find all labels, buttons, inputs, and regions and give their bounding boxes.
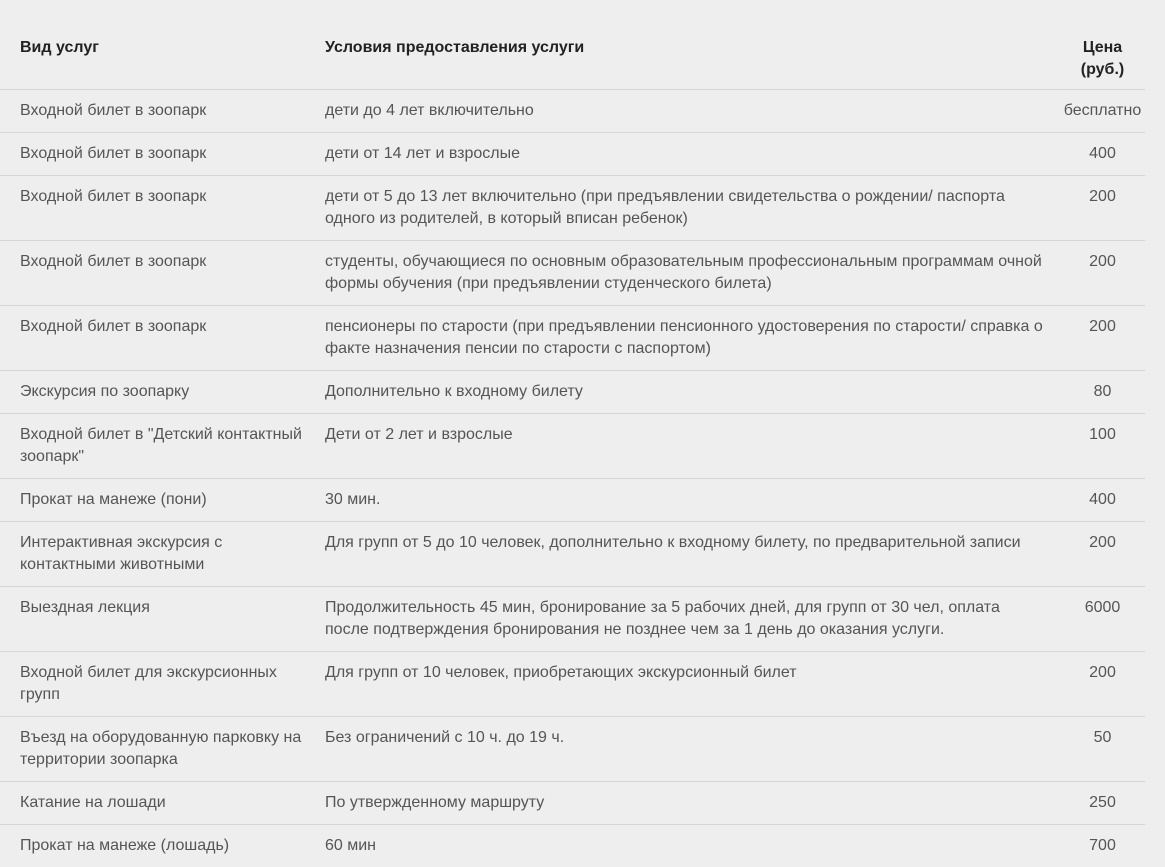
service-cell: Входной билет в зоопарк — [0, 133, 325, 176]
service-cell: Входной билет в зоопарк — [0, 176, 325, 241]
table-row — [0, 825, 1145, 867]
service-cell: Выездная лекция — [0, 587, 325, 652]
table-row — [0, 782, 1145, 825]
table-row — [0, 306, 1145, 371]
conditions-cell: По утвержденному маршруту — [325, 782, 1060, 825]
table-row — [0, 479, 1145, 522]
header-conditions: Условия предоставления услуги — [325, 0, 1060, 90]
service-cell: Входной билет в зоопарк — [0, 90, 325, 133]
service-cell: Входной билет для экскурсионных групп — [0, 652, 325, 717]
price-cell: 200 — [1060, 176, 1145, 241]
price-cell: 100 — [1060, 414, 1145, 479]
table-row — [0, 522, 1145, 587]
table-row — [0, 371, 1145, 414]
conditions-cell: Для групп от 10 человек, приобретающих экскурсионный билет — [325, 652, 1060, 717]
table-row — [0, 717, 1145, 782]
conditions-cell: студенты, обучающиеся по основным образовательным профессиональным программам очной формы обучения (при предъявлении студенческого билета) — [325, 241, 1060, 306]
table-row — [0, 176, 1145, 241]
service-cell: Входной билет в зоопарк — [0, 241, 325, 306]
table-row — [0, 587, 1145, 652]
price-cell: 6000 — [1060, 587, 1145, 652]
price-cell: 200 — [1060, 522, 1145, 587]
table-row — [0, 133, 1145, 176]
conditions-cell: Продолжительность 45 мин, бронирование за 5 рабочих дней, для групп от 30 чел, оплата после подтверждения бронирования не позднее чем за 1 день до оказания услуги. — [325, 587, 1060, 652]
table-header — [0, 0, 1145, 90]
price-cell: 400 — [1060, 133, 1145, 176]
price-cell: 200 — [1060, 306, 1145, 371]
conditions-cell: Для групп от 5 до 10 человек, дополнительно к входному билету, по предварительной записи — [325, 522, 1060, 587]
header-row — [0, 0, 1145, 90]
table-row — [0, 414, 1145, 479]
table-row — [0, 652, 1145, 717]
price-cell: 80 — [1060, 371, 1145, 414]
service-cell: Входной билет в "Детский контактный зоопарк" — [0, 414, 325, 479]
conditions-cell: дети от 5 до 13 лет включительно (при предъявлении свидетельства о рождении/ паспорта одного из родителей, в который вписан ребенок) — [325, 176, 1060, 241]
price-cell: 250 — [1060, 782, 1145, 825]
service-cell: Входной билет в зоопарк — [0, 306, 325, 371]
table-body — [0, 90, 1145, 867]
price-cell: 200 — [1060, 241, 1145, 306]
table-row — [0, 90, 1145, 133]
service-cell: Интерактивная экскурсия с контактными животными — [0, 522, 325, 587]
conditions-cell: Дети от 2 лет и взрослые — [325, 414, 1060, 479]
price-cell: 400 — [1060, 479, 1145, 522]
conditions-cell: дети до 4 лет включительно — [325, 90, 1060, 133]
price-cell: 200 — [1060, 652, 1145, 717]
conditions-cell: пенсионеры по старости (при предъявлении пенсионного удостоверения по старости/ справка о факте назначения пенсии по старости с паспортом) — [325, 306, 1060, 371]
conditions-cell: 30 мин. — [325, 479, 1060, 522]
service-cell: Экскурсия по зоопарку — [0, 371, 325, 414]
service-cell: Прокат на манеже (пони) — [0, 479, 325, 522]
price-cell: 700 — [1060, 825, 1145, 867]
table-row — [0, 241, 1145, 306]
header-service: Вид услуг — [0, 0, 325, 90]
conditions-cell: дети от 14 лет и взрослые — [325, 133, 1060, 176]
service-cell: Прокат на манеже (лошадь) — [0, 825, 325, 867]
service-cell: Въезд на оборудованную парковку на территории зоопарка — [0, 717, 325, 782]
conditions-cell: 60 мин — [325, 825, 1060, 867]
price-cell: бесплатно — [1060, 90, 1145, 133]
header-price: Цена (руб.) — [1060, 0, 1145, 90]
conditions-cell: Без ограничений с 10 ч. до 19 ч. — [325, 717, 1060, 782]
conditions-cell: Дополнительно к входному билету — [325, 371, 1060, 414]
price-cell: 50 — [1060, 717, 1145, 782]
service-cell: Катание на лошади — [0, 782, 325, 825]
